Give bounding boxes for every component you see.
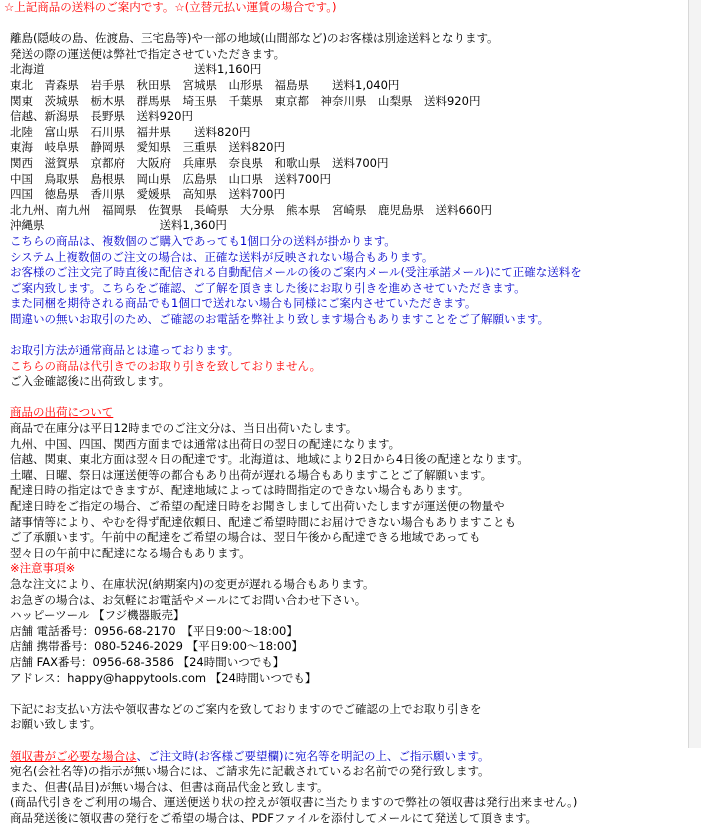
shipping-region-row: 北九州、南九州 福岡県 佐賀県 長崎県 大分県 熊本県 宮崎県 鹿児島県 送料660円 xyxy=(10,202,492,217)
shipping-region-row: 沖縄県 送料1,360円 xyxy=(10,218,227,233)
dispatch-line: 配達日時をご指定の場合、ご希望の配達日時をお聞きしまして出荷いたしますが運送便の物量や xyxy=(10,499,505,513)
shipping-title: ☆上記商品の送料のご案内です。☆(立替元払い運賃の場合です。) xyxy=(4,0,337,14)
shipping-region-row: 北海道 送料1,160円 xyxy=(10,62,262,77)
receipt-line: (商品代引きをご利用の場合、運送便送り状の控えが領収書に当たりますので弊社の領収書は発行出来ません。) xyxy=(10,795,578,810)
caution-line: 急な注文により、在庫状況(納期案内)の変更が遅れる場合もあります。 xyxy=(10,576,375,591)
shipping-region-row: 中国 鳥取県 島根県 岡山県 広島県 山口県 送料700円 xyxy=(10,171,331,186)
spacer xyxy=(0,327,689,343)
shipping-note: こちらの商品は、複数個のご購入であっても1個口分の送料が掛かります。 xyxy=(10,233,396,248)
dispatch-line: ご了承願います。午前中の配達をご希望の場合は、翌日午後から配達できる地域であっても xyxy=(10,530,481,545)
dispatch-line: 翌々日の午前中に配達になる場合もあります。 xyxy=(10,545,251,560)
receipt-intro: お願い致します。 xyxy=(10,717,102,732)
caution-heading: ※注意事項※ xyxy=(10,561,76,576)
spacer xyxy=(0,390,689,406)
spacer xyxy=(0,16,689,32)
shipping-intro-line: 発送の際の運送便は弊社で指定させていただきます。 xyxy=(10,46,286,61)
shop-mobile: 店舗 携帯番号：080-5246-2029 【平日9:00～18:00】 xyxy=(10,639,304,654)
dispatch-line: 土曜、日曜、祭日は運送便等の都合もあり出荷が遅れる場合もありますことご了解願います。 xyxy=(10,467,493,482)
payment-method-note: お取引方法が通常商品とは違っております。 xyxy=(10,343,240,358)
receipt-line: また、但書(品目)が無い場合は、但書は商品代金と致します。 xyxy=(10,779,329,794)
shipping-region-row: 四国 徳島県 香川県 愛媛県 高知県 送料700円 xyxy=(10,187,285,202)
shipping-note: ご案内致します。こちらをご確認、ご了解を頂きました後にお取り引きを進めさせていただきます。 xyxy=(10,280,526,295)
spacer xyxy=(0,733,689,749)
shop-email: アドレス：happy@happytools.com 【24時間いつでも】 xyxy=(10,670,317,685)
receipt-heading-rest: 、ご注文時(お客様ご要望欄)に宛名等を明記の上、ご指示願います。 xyxy=(136,748,490,763)
dispatch-line: 九州、中国、四国、関西方面までは通常は出荷日の翌日の配達になります。 xyxy=(10,436,401,451)
shop-fax: 店舗 FAX番号：0956-68-3586 【24時間いつでも】 xyxy=(10,654,285,669)
dispatch-line: 配達日時の指定はできますが、配達地域によっては時間指定のできない場合もあります。 xyxy=(10,483,470,498)
receipt-line: 商品発送後に領収書の発行をご希望の場合は、PDFファイルを添付してメールにて発送して頂きます。 xyxy=(10,810,538,825)
shipping-note: また同梱を期待される商品でも1個口で送れない場合も同様にご案内させていただきます。 xyxy=(10,296,477,311)
dispatch-line: 商品で在庫分は平日12時までのご注文分は、当日出荷いたします。 xyxy=(10,421,358,436)
spacer xyxy=(0,686,689,702)
shipping-note: システム上複数個のご注文の場合は、正確な送料が反映されない場合もあります。 xyxy=(10,249,434,264)
shipping-region-row: 東北 青森県 岩手県 秋田県 宮城県 山形県 福島県 送料1,040円 xyxy=(10,77,400,92)
shipping-note: 間違いの無いお取引のため、ご確認のお電話を弊社より致します場合もありますことをご了解願います。 xyxy=(10,311,550,326)
no-cod-warning: こちらの商品は代引きでのお取り引きを致しておりません。 xyxy=(10,358,322,373)
receipt-intro: 下記にお支払い方法や領収書などのご案内を致しておりますのでご確認の上でお取り引きを xyxy=(10,701,482,716)
shipping-intro-line: 離島(隠岐の島、佐渡島、三宅島等)や一部の地域(山間部など)のお客様は別途送料となります。 xyxy=(10,31,499,46)
shop-name: ハッピーツール 【フジ機器販売】 xyxy=(10,608,185,623)
shipping-region-row: 関西 滋賀県 京都府 大阪府 兵庫県 奈良県 和歌山県 送料700円 xyxy=(10,155,389,170)
shipping-note: お客様のご注文完了時直後に配信される自動配信メールの後のご案内メール(受注承諾メール)にて正確な送料を xyxy=(10,265,582,280)
payment-confirm-note: ご入金確認後に出荷致します。 xyxy=(10,374,171,389)
caution-line: お急ぎの場合は、お気軽にお電話やメールにてお問い合わせ下さい。 xyxy=(10,592,367,607)
receipt-heading xyxy=(0,749,689,765)
vertical-scrollbar[interactable] xyxy=(688,0,701,748)
shop-phone: 店舗 電話番号：0956-68-2170 【平日9:00～18:00】 xyxy=(10,623,298,638)
dispatch-line: 信越、関東、東北方面は翌々日の配達です。北海道は、地域により2日から4日後の配達となります。 xyxy=(10,452,529,467)
shipping-region-row: 信越、新潟県 長野県 送料920円 xyxy=(10,109,193,124)
shipping-region-row: 関東 茨城県 栃木県 群馬県 埼玉県 千葉県 東京都 神奈川県 山梨県 送料920円 xyxy=(10,93,481,108)
dispatch-heading: 商品の出荷について xyxy=(10,405,114,420)
dispatch-line: 諸事情等により、やむを得ず配達依頼日、配達ご希望時間にお届けできない場合もありますことも xyxy=(10,514,516,529)
receipt-line: 宛名(会社名等)の指示が無い場合には、ご請求先に記載されているお名前での発行致します。 xyxy=(10,764,490,779)
shipping-region-row: 東海 岐阜県 静岡県 愛知県 三重県 送料820円 xyxy=(10,140,285,155)
shipping-region-row: 北陸 富山県 石川県 福井県 送料820円 xyxy=(10,124,251,139)
receipt-heading-lead: 領収書がご必要な場合は xyxy=(10,748,137,763)
